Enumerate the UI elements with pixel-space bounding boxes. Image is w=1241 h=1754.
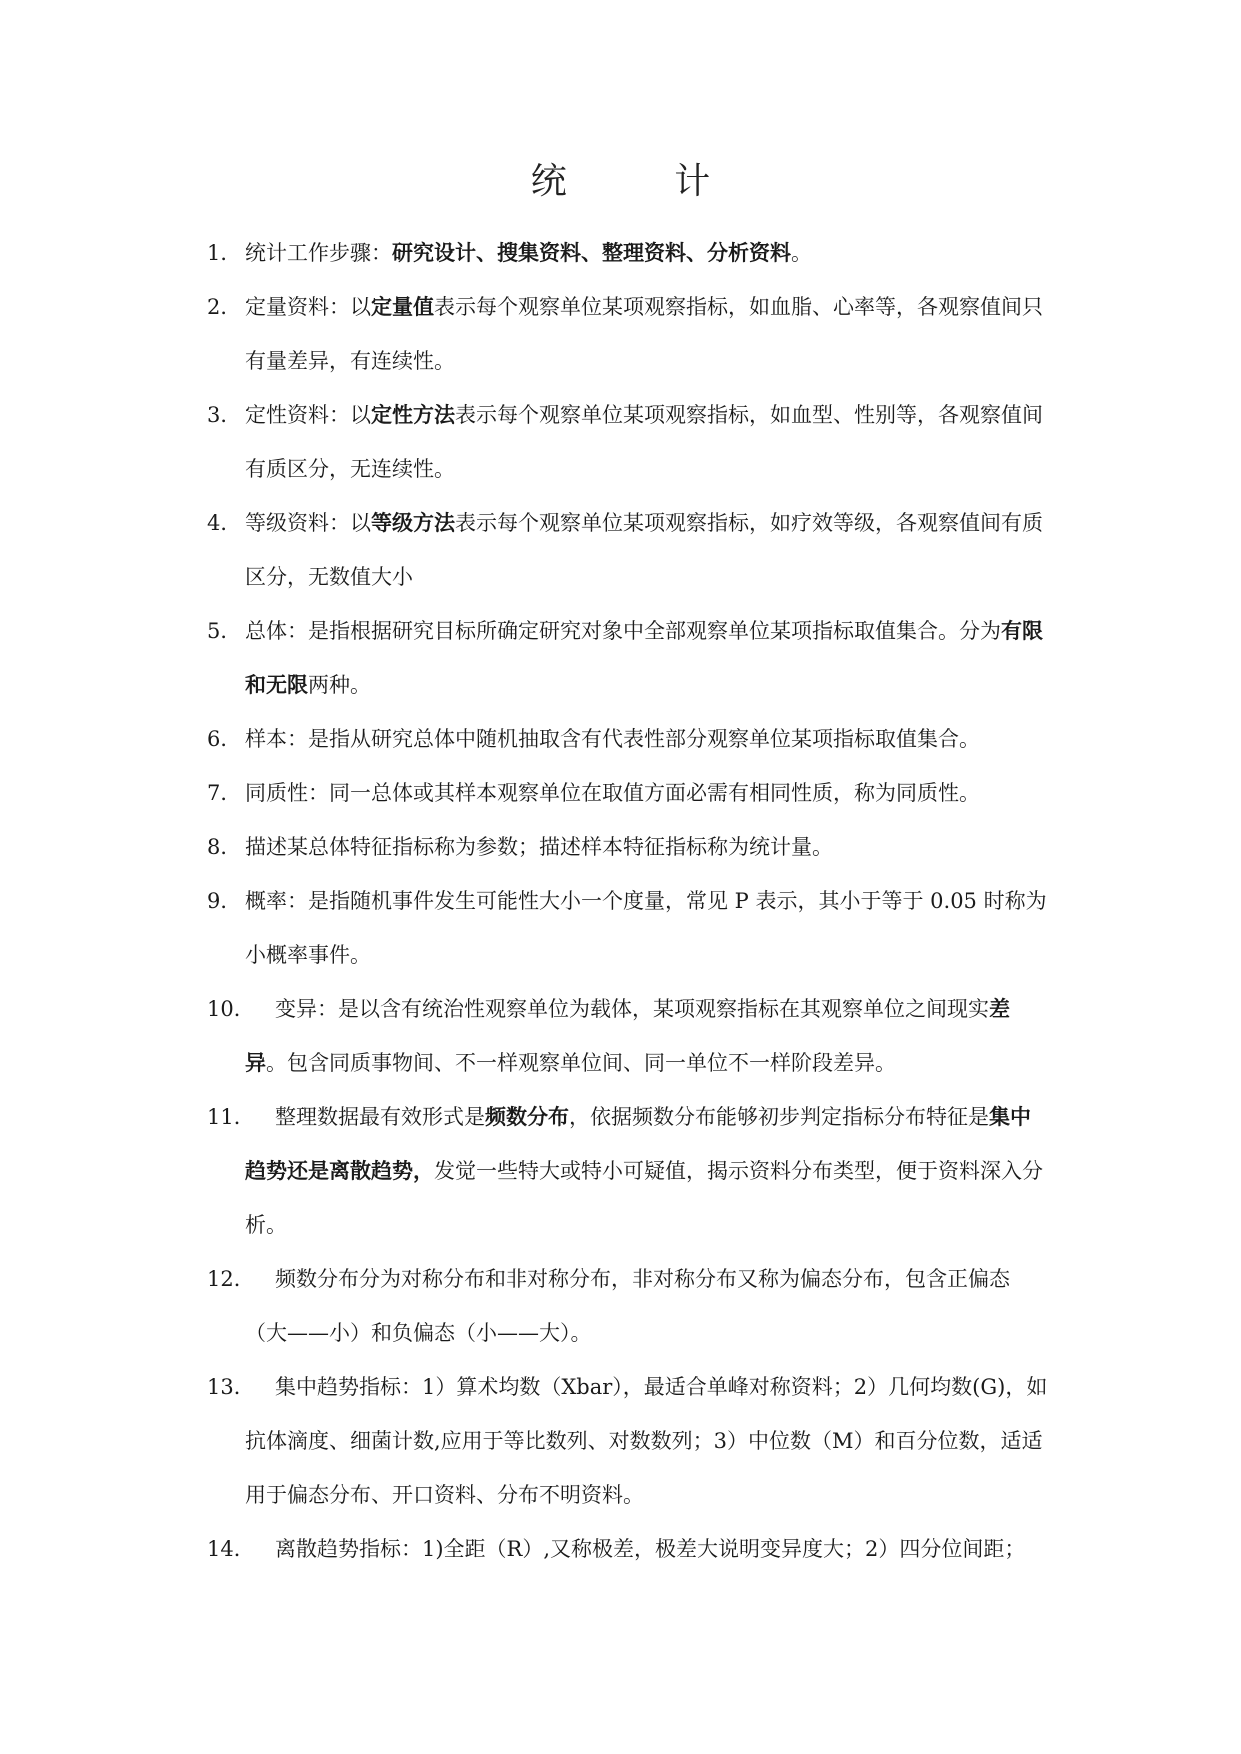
text-run: 表示每个观察单位某项观察指标，如血脂、心率等，各观察值间只有量差异，有连续性。 [245,295,1043,373]
list-item [207,1090,1051,1252]
list-item [207,1522,1051,1576]
list-item [207,496,1051,604]
text-run: 表示每个观察单位某项观察指标，如疗效等级，各观察值间有质区分，无数值大小 [245,511,1043,589]
item-text [207,388,1051,496]
item-text [207,604,1051,712]
item-text [207,1360,1051,1522]
item-text [207,280,1051,388]
item-text [207,982,1051,1090]
text-run: 统计工作步骤： [245,241,392,265]
item-number: 13． [207,1375,255,1399]
text-run: 离散趋势指标：1)全距（R）,又称极差，极差大说明变异度大；2）四分位间距； [275,1537,1026,1561]
text-run: 两种。 [308,673,371,697]
page-title: 统 计 [530,161,759,202]
text-run: 变异：是以含有统治性观察单位为载体，某项观察指标在其观察单位之间现实 [275,997,989,1021]
list-item [207,604,1051,712]
emphasis-text: 定量值 [371,294,434,319]
item-number: 6． [207,727,242,751]
text-run: 总体：是指根据研究目标所确定研究对象中全部观察单位某项指标取值集合。分为 [245,619,1001,643]
list-item [207,982,1051,1090]
text-run: 集中趋势指标：1）算术均数（Xbar），最适合单峰对称资料；2）几何均数(G)，如抗体滴度、细菌计数,应用于等比数列、对数数列；3）中位数（M）和百分位数，适适用于偏态分布、开口资料、分布不明资料。 [245,1375,1048,1507]
item-number: 2． [207,295,242,319]
text-run: 样本：是指从研究总体中随机抽取含有代表性部分观察单位某项指标取值集合。 [245,727,980,751]
text-run: 定性资料：以 [245,403,371,427]
emphasis-text: 集中趋势还是离散趋势， [245,1104,1031,1183]
text-run: 发觉一些特大或特小可疑值，揭示资料分布类型，便于资料深入分析。 [245,1159,1043,1237]
item-number: 8． [207,835,242,859]
text-run: 。包含同质事物间、不一样观察单位间、同一单位不一样阶段差异。 [266,1051,896,1075]
list-item [207,766,1051,820]
emphasis-text: 频数分布 [485,1104,569,1129]
list-item [207,226,1051,280]
item-text [207,1090,1051,1252]
text-run: 描述某总体特征指标称为参数；描述样本特征指标称为统计量。 [245,835,833,859]
text-run: 。 [791,241,812,265]
item-number: 9． [207,889,242,913]
item-number: 11． [207,1105,255,1129]
list-item [207,1360,1051,1522]
item-text [207,766,1051,820]
item-text [207,1252,1051,1360]
item-text [207,1522,1051,1576]
item-number: 3． [207,403,242,427]
item-number: 5． [207,619,242,643]
emphasis-text: 有限和无限 [245,618,1043,697]
list-item [207,388,1051,496]
text-run: ，依据频数分布能够初步判定指标分布特征是 [569,1105,989,1129]
emphasis-text: 研究设计、搜集资料、整理资料、分析资料 [392,240,791,265]
item-text [207,874,1051,982]
list-item [207,712,1051,766]
item-number: 4． [207,511,242,535]
item-number: 7． [207,781,242,805]
emphasis-text: 等级方法 [371,510,455,535]
list-item [207,280,1051,388]
item-text [207,496,1051,604]
text-run: 同质性：同一总体或其样本观察单位在取值方面必需有相同性质，称为同质性。 [245,781,980,805]
list-item [207,820,1051,874]
item-text [207,226,1051,280]
text-run: 表示每个观察单位某项观察指标，如血型、性别等，各观察值间有质区分，无连续性。 [245,403,1043,481]
text-run: 定量资料：以 [245,295,371,319]
item-number: 10． [207,997,255,1021]
item-list [207,226,1051,1576]
item-number: 1． [207,241,242,265]
text-run: 等级资料：以 [245,511,371,535]
item-text [207,712,1051,766]
item-text [207,820,1051,874]
text-run: 频数分布分为对称分布和非对称分布，非对称分布又称为偏态分布，包含正偏态（大——小）和负偏态（小——大）。 [245,1267,1010,1345]
item-number: 14． [207,1537,255,1561]
item-number: 12． [207,1267,255,1291]
list-item [207,874,1051,982]
emphasis-text: 差异 [245,996,1010,1075]
emphasis-text: 定性方法 [371,402,455,427]
text-run: 概率：是指随机事件发生可能性大小一个度量，常见 P 表示，其小于等于 0.05 时称为小概率事件。 [245,889,1047,967]
text-run: 整理数据最有效形式是 [275,1105,485,1129]
list-item [207,1252,1051,1360]
